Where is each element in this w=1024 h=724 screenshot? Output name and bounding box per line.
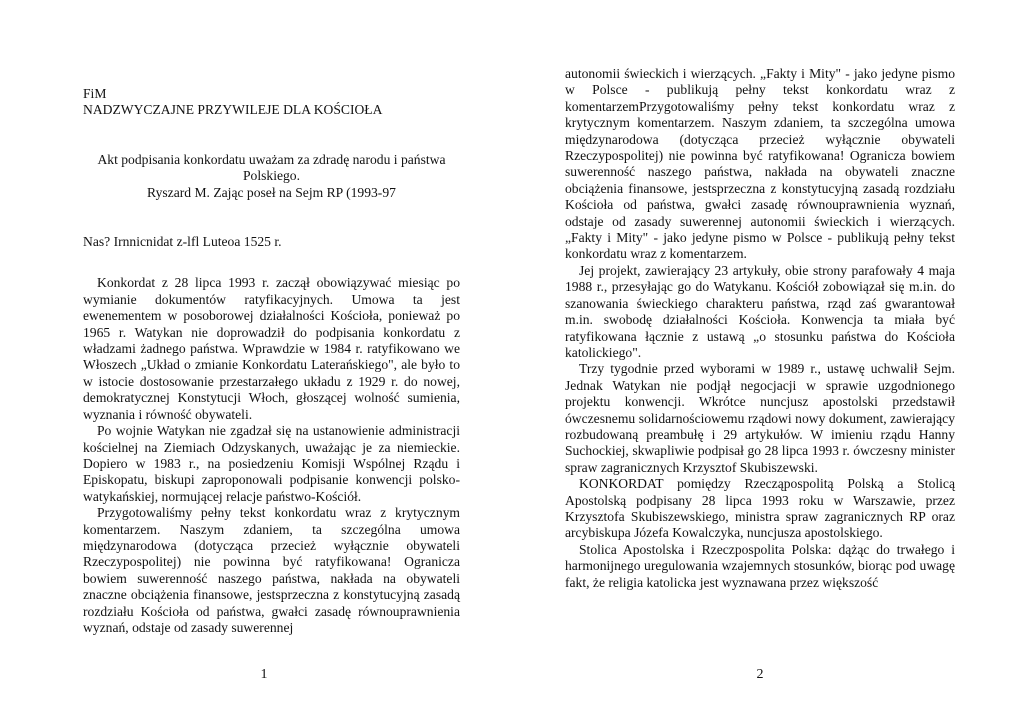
left-page-content — [83, 86, 460, 636]
quote-author: Ryszard M. Zając poseł na Sejm RP (1993-97 — [147, 184, 396, 200]
right-page — [512, 0, 1024, 724]
paragraph: Jej projekt, zawierający 23 artykuły, obie strony parafowały 4 maja 1988 r., przesyłając go do Watykanu. Kościół zobowiązał się m.in. do szanowania świeckiego charakteru państwa, rząd zaś gwarantował m.in. swobodę działalności Kościoła. Konwencja ta miała być ratyfikowana łącznie z ustawą „o stosunku państwa do Kościoła katolickiego". — [565, 262, 955, 360]
paragraph: autonomii świeckich i wierzących. „Fakty i Mity" - jako jedyne pismo w Polsce - publikują pełny tekst konkordatu wraz z komentarzemPrzygotowaliśmy pełny tekst konkordatu wraz z krytycznym komentarzem. Naszym zdaniem, ta szczególna umowa międzynarodowa (dotycząca przecież wyłącznie obywateli Rzeczypospolitej) nie powinna być ratyfikowana! Ogranicza bowiem suwerenność naszego państwa, nakłada na obywateli znaczne obciążenia finansowe, jestsprzeczna z konstytucyjną zasadą rozdziału Kościoła od państwa, gwałci zasadę równouprawnienia wyznań, odstaje od zasady suwerennej autonomii świeckich i wierzących. „Fakty i Mity" - jako jedyne pismo w Polsce - publikują pełny tekst konkordatu wraz z komentarzem. — [565, 66, 955, 262]
spacer — [83, 119, 460, 152]
paragraph: Przygotowaliśmy pełny tekst konkordatu wraz z krytycznym komentarzem. Naszym zdaniem, ta szczególna umowa międzynarodowa (dotycząca przecież wyłącznie obywateli Rzeczypospolitej) nie powinna być ratyfikowana! Ogranicza bowiem suwerenność naszego państwa, nakłada na obywateli znaczne obciążenia finansowe, jestsprzeczna z konstytucyjną zasadą rozdziału Kościoła od państwa, gwałci zasadę równouprawnienia wyznań, odstaje od zasady suwerennej — [83, 505, 460, 635]
paragraph: Trzy tygodnie przed wyborami w 1989 r., ustawę uchwalił Sejm. Jednak Watykan nie podjął negocjacji w sprawie uzgodnionego projektu konwencji. Wkrótce nuncjusz apostolski przedstawił ówczesnemu solidarnościowemu rządowi nowy dokument, zawierający rozbudowaną preambułę i 29 artykułów. W imieniu rządu Hanny Suchockiej, skwapliwie podpisał go 28 lipca 1993 r. ówczesny minister spraw zagranicznych Krzysztof Skubiszewski. — [565, 361, 955, 475]
quote-text: Akt podpisania konkordatu uważam za zdradę narodu i państwa Polskiego. — [97, 151, 446, 184]
page-number: 1 — [260, 667, 268, 682]
paragraph: KONKORDAT pomiędzy Rzecząpospolitą Polską a Stolicą Apostolską podpisany 28 lipca 1993 roku w Warszawie, przez Krzysztofa Skubiszewskiego, ministra spraw zagranicznych RP oraz arcybiskupa Józefa Kowalczyka, nuncjusza apostolskiego. — [565, 476, 955, 541]
note-line: Nas? Irnnicnidat z-lfl Luteoa 1525 r. — [83, 234, 282, 250]
paragraph: Konkordat z 28 lipca 1993 r. zaczął obowiązywać miesiąc po wymianie dokumentów ratyfikacyjnych. Umowa ta jest ewenementem w posoborowej działalności Kościoła, ponieważ po 1965 r. Watykan nie doprowadził do podpisania konkordatu z władzami żadnego państwa. Wprawdzie w 1984 r. ratyfikowano we Włoszech „Układ o zmianie Konkordatu Laterańskiego", ale było to w istocie dostosowanie przestarzałego układu z 1929 r. do nowej, demokratycznej Konstytucji Włoch, głoszącej wolność sumienia, wyznania i równość obywateli. — [83, 275, 460, 422]
right-page-content — [565, 66, 955, 591]
paragraph: Po wojnie Watykan nie zgadzał się na ustanowienie administracji kościelnej na Ziemiach Odzyskanych, uważając je za niemieckie. Dopiero w 1983 r., na posiedzeniu Komisji Wspólnej Rządu i Episkopatu, biskupi zaproponowali podpisanie konwencji polsko-watykańskiej, normującej relacje państwo-Kościół. — [83, 423, 460, 504]
document-title: NADZWYCZAJNE PRZYWILEJE DLA KOŚCIOŁA — [83, 102, 383, 118]
spacer — [83, 250, 460, 275]
header-label: FiM — [83, 86, 107, 101]
paragraph: Stolica Apostolska i Rzeczpospolita Polska: dążąc do trwałego i harmonijnego uregulowania wzajemnych stosunków, biorąc pod uwagę fakt, że religia katolicka jest wyznawana przez większość — [565, 541, 955, 590]
spacer — [83, 201, 460, 234]
page-number: 2 — [756, 667, 764, 682]
